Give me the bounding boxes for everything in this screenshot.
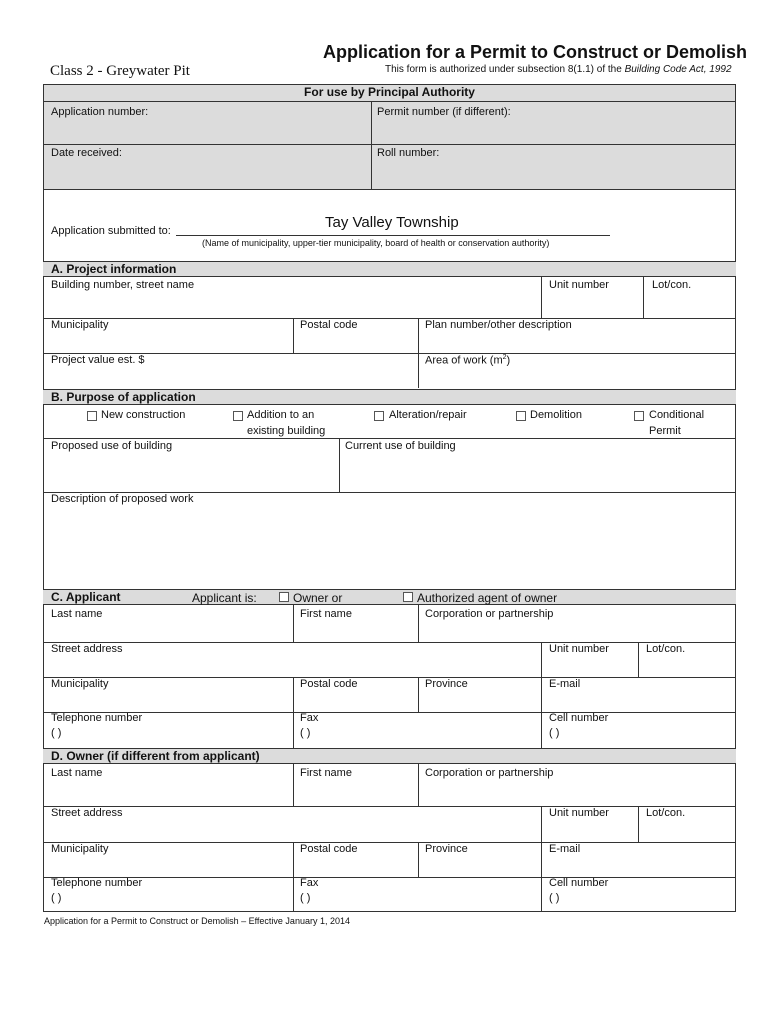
submitted-to-label: Application submitted to: <box>51 225 171 237</box>
authority-heading: For use by Principal Authority <box>304 85 475 99</box>
d-email-label: E-mail <box>549 843 581 855</box>
option-addition-line2: existing building <box>247 425 326 437</box>
d-first-name-label: First name <box>300 767 352 779</box>
checkbox-demolition[interactable] <box>516 411 526 421</box>
c-municipality-label: Municipality <box>51 678 109 690</box>
d-fax-label: Fax <box>300 877 319 889</box>
submitted-to-caption: (Name of municipality, upper-tier municipality, board of health or conservation authority) <box>202 238 550 248</box>
current-use-label: Current use of building <box>345 440 456 452</box>
d-lot-con-label: Lot/con. <box>646 807 686 819</box>
authorization-act: Building Code Act, 1992 <box>624 64 732 75</box>
authorization-text: This form is authorized under subsection 8(1.1) of the <box>385 64 625 75</box>
form-class-label: Class 2 - Greywater Pit <box>50 63 190 79</box>
d-telephone-label: Telephone number <box>51 877 143 889</box>
date-received-label: Date received: <box>51 147 122 159</box>
c-fax-label: Fax <box>300 712 319 724</box>
section-a-header: A. Project information <box>43 261 736 277</box>
form-title: Application for a Permit to Construct or Demolish <box>323 42 748 62</box>
applicant-is-label: Applicant is: <box>192 591 257 605</box>
proposed-use-label: Proposed use of building <box>51 440 173 452</box>
d-postal-code-label: Postal code <box>300 843 358 855</box>
municipality-label: Municipality <box>51 319 109 331</box>
d-unit-number-label: Unit number <box>549 807 609 819</box>
checkbox-alteration[interactable] <box>374 411 384 421</box>
c-corporation-label: Corporation or partnership <box>425 608 554 620</box>
description-label: Description of proposed work <box>51 493 194 505</box>
d-cell-label: Cell number <box>549 877 609 889</box>
checkbox-new-construction[interactable] <box>87 411 97 421</box>
area-of-work-label <box>425 354 510 367</box>
option-addition-line1: Addition to an <box>247 409 315 421</box>
roll-number-label: Roll number: <box>377 147 440 159</box>
postal-code-label: Postal code <box>300 319 358 331</box>
checkbox-owner[interactable] <box>279 592 289 602</box>
application-number-label: Application number: <box>51 106 149 118</box>
plan-number-label: Plan number/other description <box>425 319 572 331</box>
lot-con-label: Lot/con. <box>652 279 692 291</box>
option-conditional-line1: Conditional <box>649 409 705 421</box>
d-cell-paren: ( ) <box>549 892 560 904</box>
permit-number-label: Permit number (if different): <box>377 106 511 118</box>
c-last-name-label: Last name <box>51 608 103 620</box>
d-municipality-label: Municipality <box>51 843 109 855</box>
submitted-to-underline <box>176 235 610 236</box>
checkbox-addition[interactable] <box>233 411 243 421</box>
option-conditional-line2: Permit <box>649 425 681 437</box>
c-cell-label: Cell number <box>549 712 609 724</box>
checkbox-agent[interactable] <box>403 592 413 602</box>
option-alteration: Alteration/repair <box>389 409 467 421</box>
area-text: Area of work (m <box>425 354 503 367</box>
d-telephone-paren: ( ) <box>51 892 62 904</box>
authority-header <box>44 85 735 102</box>
d-last-name-label: Last name <box>51 767 103 779</box>
c-province-label: Province <box>425 678 468 690</box>
d-corporation-label: Corporation or partnership <box>425 767 554 779</box>
form-footer: Application for a Permit to Construct or Demolish – Effective January 1, 2014 <box>44 916 350 926</box>
c-cell-paren: ( ) <box>549 727 560 739</box>
option-agent: Authorized agent of owner <box>417 591 558 605</box>
option-owner: Owner or <box>293 591 343 605</box>
building-number-label: Building number, street name <box>51 279 195 291</box>
c-fax-paren: ( ) <box>300 727 311 739</box>
c-first-name-label: First name <box>300 608 352 620</box>
area-close: ) <box>506 354 511 367</box>
section-c-header <box>43 589 736 605</box>
d-street-address-label: Street address <box>51 807 123 819</box>
d-province-label: Province <box>425 843 468 855</box>
checkbox-conditional-permit[interactable] <box>634 411 644 421</box>
d-fax-paren: ( ) <box>300 892 311 904</box>
submitted-to-value[interactable]: Tay Valley Township <box>325 214 459 231</box>
c-postal-code-label: Postal code <box>300 678 358 690</box>
c-unit-number-label: Unit number <box>549 643 609 655</box>
c-street-address-label: Street address <box>51 643 123 655</box>
section-d-header: D. Owner (if different from applicant) <box>43 748 736 764</box>
form-authorization <box>385 64 732 75</box>
section-b-header: B. Purpose of application <box>43 389 736 405</box>
option-new-construction: New construction <box>101 409 186 421</box>
c-email-label: E-mail <box>549 678 581 690</box>
option-demolition: Demolition <box>530 409 582 421</box>
c-telephone-paren: ( ) <box>51 727 62 739</box>
section-c-heading: C. Applicant <box>51 590 121 604</box>
c-telephone-label: Telephone number <box>51 712 143 724</box>
project-value-label: Project value est. $ <box>51 354 145 366</box>
area-sup: 2 <box>502 354 507 361</box>
unit-number-label: Unit number <box>549 279 609 291</box>
c-lot-con-label: Lot/con. <box>646 643 686 655</box>
